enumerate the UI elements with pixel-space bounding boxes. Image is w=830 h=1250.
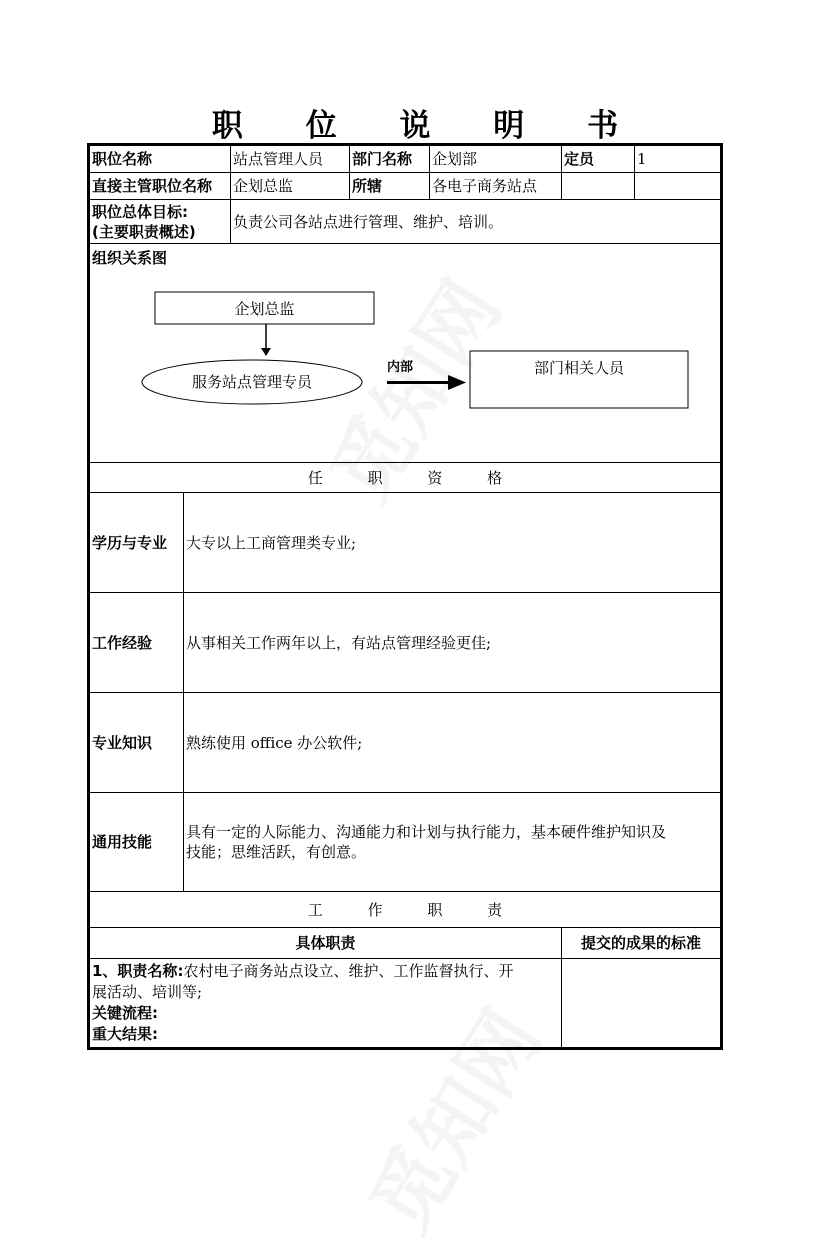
label-headcount: 定员 xyxy=(562,146,635,173)
value-experience: 从事相关工作两年以上，有站点管理经验更佳; xyxy=(184,593,720,693)
value-skills-line2: 技能；思维活跃，有创意。 xyxy=(186,843,367,861)
label-overall-goal xyxy=(90,200,231,244)
duty-major-result: 重大结果: xyxy=(92,1025,158,1043)
value-supervisor: 企划总监 xyxy=(231,173,350,200)
document-title: 职 位 说 明 书 xyxy=(211,108,645,144)
org-arrowhead-down xyxy=(261,348,271,356)
label-supervisor: 直接主管职位名称 xyxy=(90,173,231,200)
org-chart-section xyxy=(90,244,720,463)
label-jurisdiction: 所辖 xyxy=(350,173,430,200)
duty-item-text-line2: 展活动、培训等; xyxy=(92,983,203,1001)
value-jurisdiction: 各电子商务站点 xyxy=(430,173,562,200)
label-department: 部门名称 xyxy=(350,146,430,173)
empty-cell xyxy=(635,173,720,200)
org-arrow-label: 内部 xyxy=(387,360,414,375)
label-position-name: 职位名称 xyxy=(90,146,231,173)
qualifications-heading: 任 职 资 格 xyxy=(90,463,720,493)
duty-item-label: 1、职责名称: xyxy=(92,962,184,980)
label-skills: 通用技能 xyxy=(90,793,184,892)
org-arrow-shaft xyxy=(387,381,449,384)
value-skills xyxy=(184,793,720,892)
duty-key-process: 关键流程: xyxy=(92,1004,158,1022)
value-headcount: 1 xyxy=(635,146,720,173)
org-ellipse-text: 服务站点管理专员 xyxy=(191,373,312,391)
label-experience: 工作经验 xyxy=(90,593,184,693)
org-chart-label: 组织关系图 xyxy=(92,249,168,267)
label-education: 学历与专业 xyxy=(90,493,184,593)
org-top-box-text: 企划总监 xyxy=(234,300,295,318)
org-right-box-text: 部门相关人员 xyxy=(533,359,624,377)
duties-col-specific: 具体职责 xyxy=(90,928,562,959)
org-arrowhead-right xyxy=(448,375,466,390)
value-department: 企划部 xyxy=(430,146,562,173)
duty-item-text-line1: 农村电子商务站点设立、维护、工作监督执行、开 xyxy=(183,962,514,980)
label-overall-goal-line2: (主要职责概述) xyxy=(92,223,196,241)
duty-standard-cell xyxy=(562,959,720,1047)
form-table xyxy=(87,143,723,1050)
org-chart-diagram xyxy=(90,244,720,463)
value-overall-goal: 负责公司各站点进行管理、维护、培训。 xyxy=(231,200,720,244)
label-overall-goal-line1: 职位总体目标: xyxy=(92,203,188,221)
value-education: 大专以上工商管理类专业; xyxy=(184,493,720,593)
empty-cell xyxy=(562,173,635,200)
value-position-name: 站点管理人员 xyxy=(231,146,350,173)
label-knowledge: 专业知识 xyxy=(90,693,184,793)
value-skills-line1: 具有一定的人际能力、沟通能力和计划与执行能力，基本硬件维护知识及 xyxy=(186,823,667,841)
value-knowledge: 熟练使用 office 办公软件; xyxy=(184,693,720,793)
duty-item-1 xyxy=(90,959,562,1047)
duties-col-standard: 提交的成果的标准 xyxy=(562,928,720,959)
duties-heading: 工 作 职 责 xyxy=(90,892,720,928)
